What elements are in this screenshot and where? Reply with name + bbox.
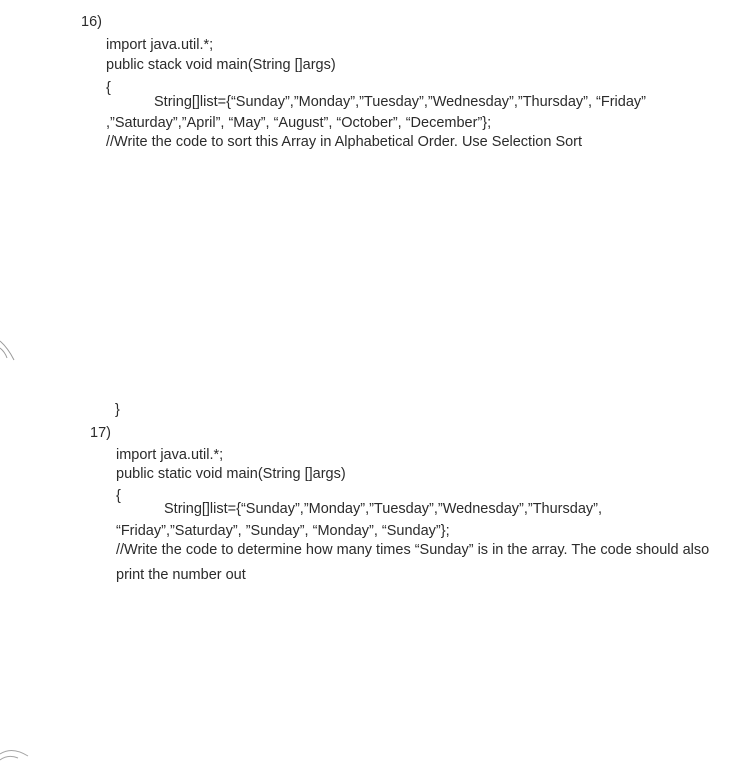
code-line-instruction-comment: //Write the code to sort this Array in Alphabetical Order. Use Selection Sort xyxy=(106,134,583,150)
code-line-main-signature: public static void main(String []args) xyxy=(116,466,346,482)
code-line-open-brace: { xyxy=(106,80,111,96)
code-line-instruction-continuation: print the number out xyxy=(116,567,246,583)
code-line-close-brace: } xyxy=(115,402,120,418)
code-line-instruction-comment: //Write the code to determine how many times “Sunday” is in the array. The code should also xyxy=(116,542,710,558)
code-line-array-declaration: String[]list={“Sunday”,”Monday”,”Tuesday”,”Wednesday”,”Thursday”, “Friday” xyxy=(154,94,646,110)
code-line-import: import java.util.*; xyxy=(106,37,214,53)
question-number: 17) xyxy=(90,425,111,441)
scan-artifact-mark xyxy=(0,744,34,768)
code-line-array-declaration: String[]list={“Sunday”,”Monday”,”Tuesday”,”Wednesday”,”Thursday”, xyxy=(164,501,602,517)
question-number: 16) xyxy=(81,14,102,30)
code-line-array-continuation: “Friday”,”Saturday”, ”Sunday”, “Monday”, “Sunday”}; xyxy=(116,523,450,539)
code-line-open-brace: { xyxy=(116,488,121,504)
code-line-main-signature: public stack void main(String []args) xyxy=(106,57,336,73)
scan-artifact-mark xyxy=(0,338,24,368)
code-line-array-continuation: ,”Saturday”,”April”, “May”, “August”, “October”, “December”}; xyxy=(106,115,492,131)
code-line-import: import java.util.*; xyxy=(116,447,224,463)
